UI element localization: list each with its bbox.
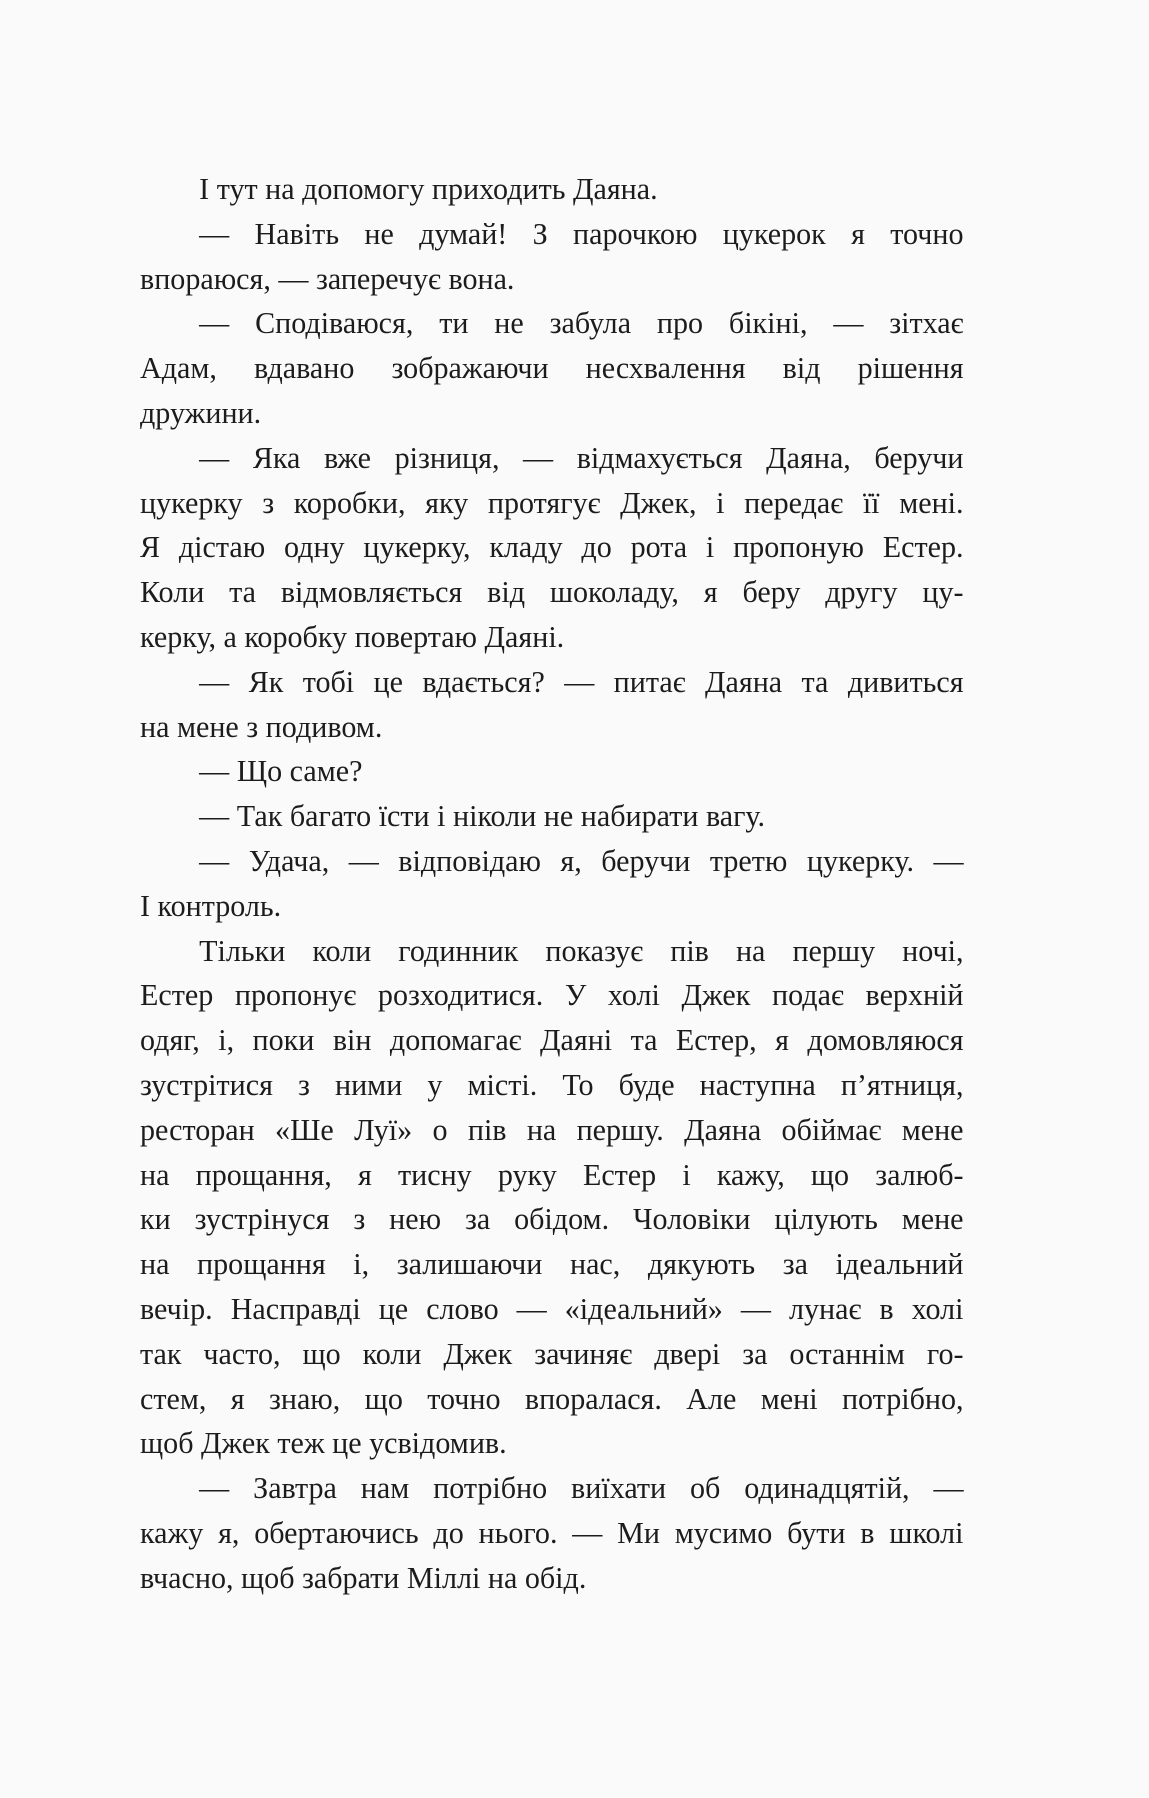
book-page-text [140,167,964,1601]
text-line: — Як тобі це вдається? — питає Даяна та дивиться [199,663,964,699]
text-line: на прощання, я тисну руку Естер і кажу, що залюб- [140,1156,964,1192]
text-line: впораюся, — заперечує вона. [140,260,515,296]
text-line: цукерку з коробки, яку протягує Джек, і передає її мені. [140,484,964,520]
text-line: стем, я знаю, що точно впоралася. Але мені потрібно, [140,1380,964,1416]
text-line: на прощання і, залишаючи нас, дякують за ідеальний [140,1246,964,1282]
text-line: вечір. Насправді це слово — «ідеальний» — лунає в холі [140,1290,964,1326]
text-line: на мене з подивом. [140,708,383,744]
text-line: дружини. [140,394,262,430]
text-line: так часто, що коли Джек зачиняє двері за останнім го- [140,1335,964,1371]
text-line: — Удача, — відповідаю я, беручи третю цукерку. — [199,842,964,878]
text-line: — Завтра нам потрібно виїхати об одинадцятій, — [199,1470,964,1506]
text-line: — Навіть не думай! З парочкою цукерок я точно [199,215,964,251]
text-line: — Сподіваюся, ти не забула про бікіні, — зітхає [199,305,964,341]
text-line: Я дістаю одну цукерку, кладу до рота і пропоную Естер. [140,529,964,565]
text-line: вчасно, щоб забрати Міллі на обід. [140,1559,587,1595]
text-line: щоб Джек теж це усвідомив. [140,1425,507,1461]
text-line: Естер пропонує розходитися. У холі Джек подає верхній [140,977,964,1013]
text-line: Коли та відмовляється від шоколаду, я беру другу цу- [140,574,964,610]
text-line: керку, а коробку повертаю Даяні. [140,618,565,654]
text-line: — Так багато їсти і ніколи не набирати вагу. [199,798,765,834]
text-line: одяг, і, поки він допомагає Даяні та Естер, я домовляюся [140,1022,964,1058]
text-line: І контроль. [140,887,282,923]
text-line: Тільки коли годинник показує пів на першу ночі, [199,932,964,968]
text-line: ки зустрінуся з нею за обідом. Чоловіки цілують мене [140,1201,964,1237]
text-line: Адам, вдавано зображаючи несхвалення від рішення [140,350,964,386]
text-line: — Що саме? [199,753,363,789]
text-line: зустрітися з ними у місті. То буде наступна п’ятниця, [140,1066,964,1102]
text-line: ресторан «Ше Луї» о пів на першу. Даяна обіймає мене [140,1111,964,1147]
text-line: І тут на допомогу приходить Даяна. [199,171,658,206]
text-line: — Яка вже різниця, — відмахується Даяна, беручи [199,439,964,475]
text-line: кажу я, обертаючись до нього. — Ми мусимо бути в школі [140,1514,964,1550]
